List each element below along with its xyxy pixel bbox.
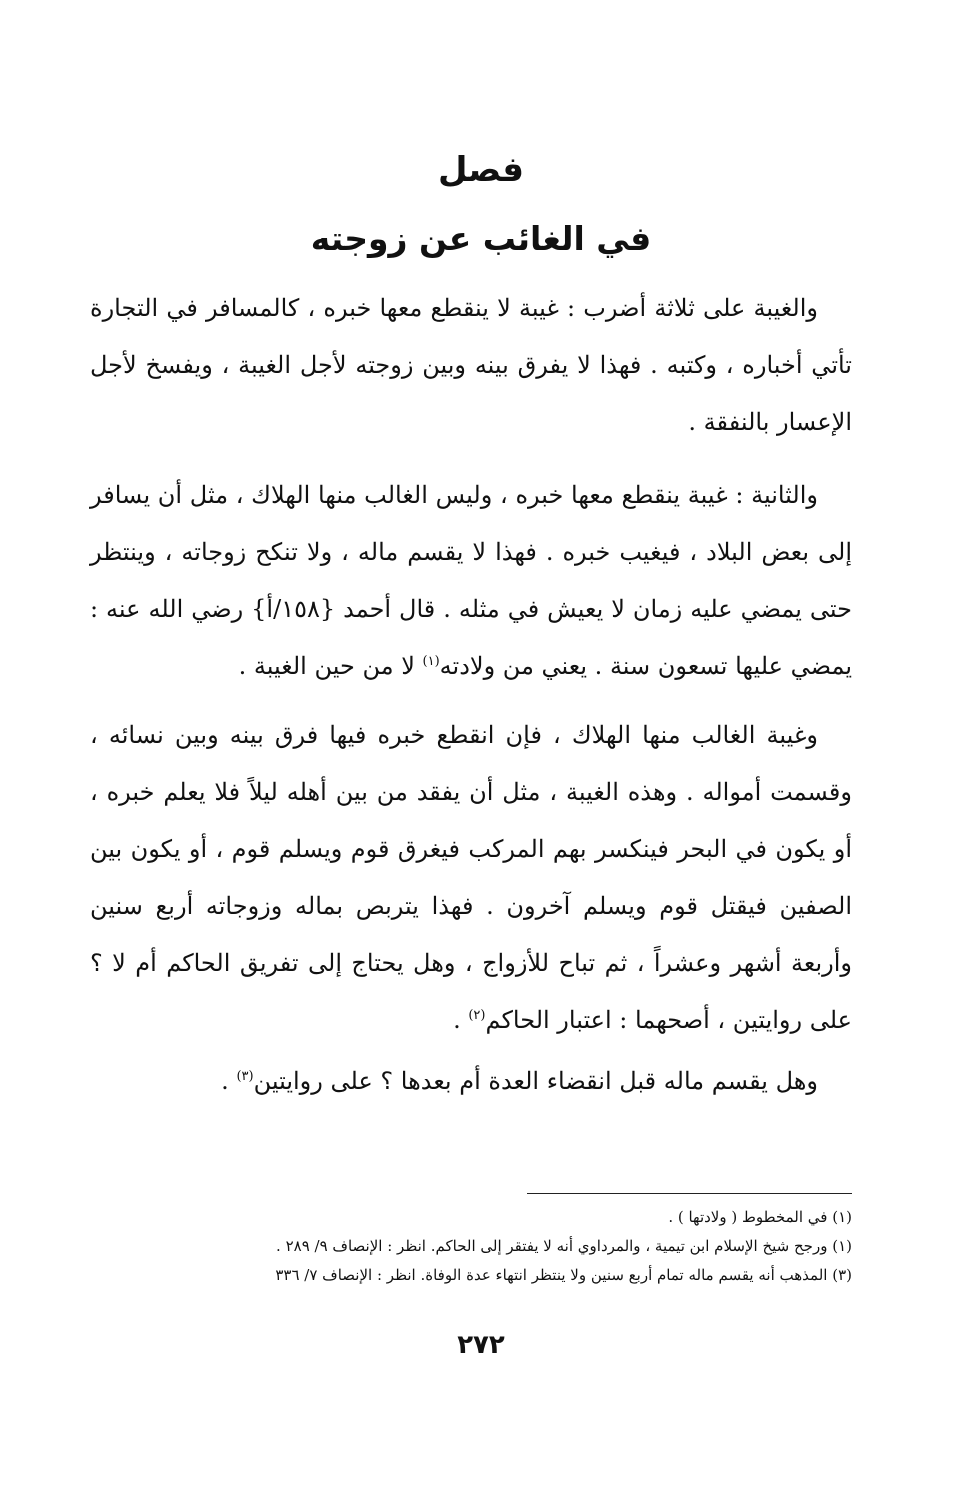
footnote: (٣) المذهب أنه يقسم ماله تمام أربع سنين ولا ينتظر انتهاء عدة الوفاة. انظر : الإنصاف ٧/ ٣٣٦: [275, 1266, 852, 1284]
chapter-subtitle: في الغائب عن زوجته: [310, 219, 652, 258]
paragraph-text: والغيبة على ثلاثة أضرب : غيبة لا ينقطع معها خبره ، كالمسافر في التجارة تأتي أخباره ، وكتبه . فهذا لا يفرق بينه وبين زوجته لأجل الغيبة ، ويفسخ لأجل الإعسار بالنفقة .: [90, 294, 852, 436]
paragraph-text: .: [221, 1067, 237, 1095]
footnote: (١) في المخطوط ( ولادتها ) .: [668, 1208, 852, 1226]
body-text: [90, 280, 852, 1110]
paragraph-text: وغيبة الغالب منها الهلاك ، فإن انقطع خبره فيها فرق بينه وبين نسائه ، وقسمت أمواله . وهذه الغيبة ، مثل أن يفقد من بين أهله ليلاً فلا يعلم خبره ، أو يكون في البحر فينكسر بهم المركب فيغرق قوم ويسلم قوم ، أو يكون بين الصفين فيقتل قوم ويسلم آخرون . فهذا يتربص بماله وزوجاته أربع سنين وأربعة أشهر وعشراً ، ثم تباح للأزواج ، وهل يحتاج إلى تفريق الحاكم أم لا ؟ على روايتين ، أصحهما : اعتبار الحاكم: [90, 721, 852, 1034]
page-number: ٢٧٢: [457, 1330, 505, 1360]
paragraph-text: لا من حين الغيبة .: [238, 652, 423, 680]
footnotes: [90, 1203, 852, 1290]
paragraph: [90, 280, 852, 451]
footnote: (١) ورجح شيخ الإسلام ابن تيمية ، والمرداوي أنه لا يفتقر إلى الحاكم. انظر : الإنصاف ٩/ ٢٨٩ .: [276, 1237, 852, 1255]
paragraph-text: والثانية : غيبة ينقطع معها خبره ، وليس الغالب منها الهلاك ، مثل أن يسافر إلى بعض البلاد ، فيغيب خبره . فهذا لا يقسم ماله ، ولا تنكح زوجاته ، وينتظر حتى يمضي عليه زمان لا يعيش في مثله . قال أحمد {١٥٨/أ} رضي الله عنه : يمضي عليها تسعون سنة . يعني من ولادته: [90, 481, 852, 680]
paragraph: [90, 1053, 852, 1110]
paragraph: [90, 467, 852, 695]
footnote-reference: (٣): [236, 1069, 254, 1084]
chapter-title: فصل: [437, 150, 525, 190]
footnote-reference: (٢): [468, 1008, 486, 1023]
paragraph-text: وهل يقسم ماله قبل انقضاء العدة أم بعدها ؟ على روايتين: [253, 1067, 818, 1095]
footnote-separator: [527, 1193, 852, 1194]
paragraph-text: .: [453, 1006, 469, 1034]
paragraph: [90, 707, 852, 1049]
footnote-reference: (١): [422, 654, 440, 669]
